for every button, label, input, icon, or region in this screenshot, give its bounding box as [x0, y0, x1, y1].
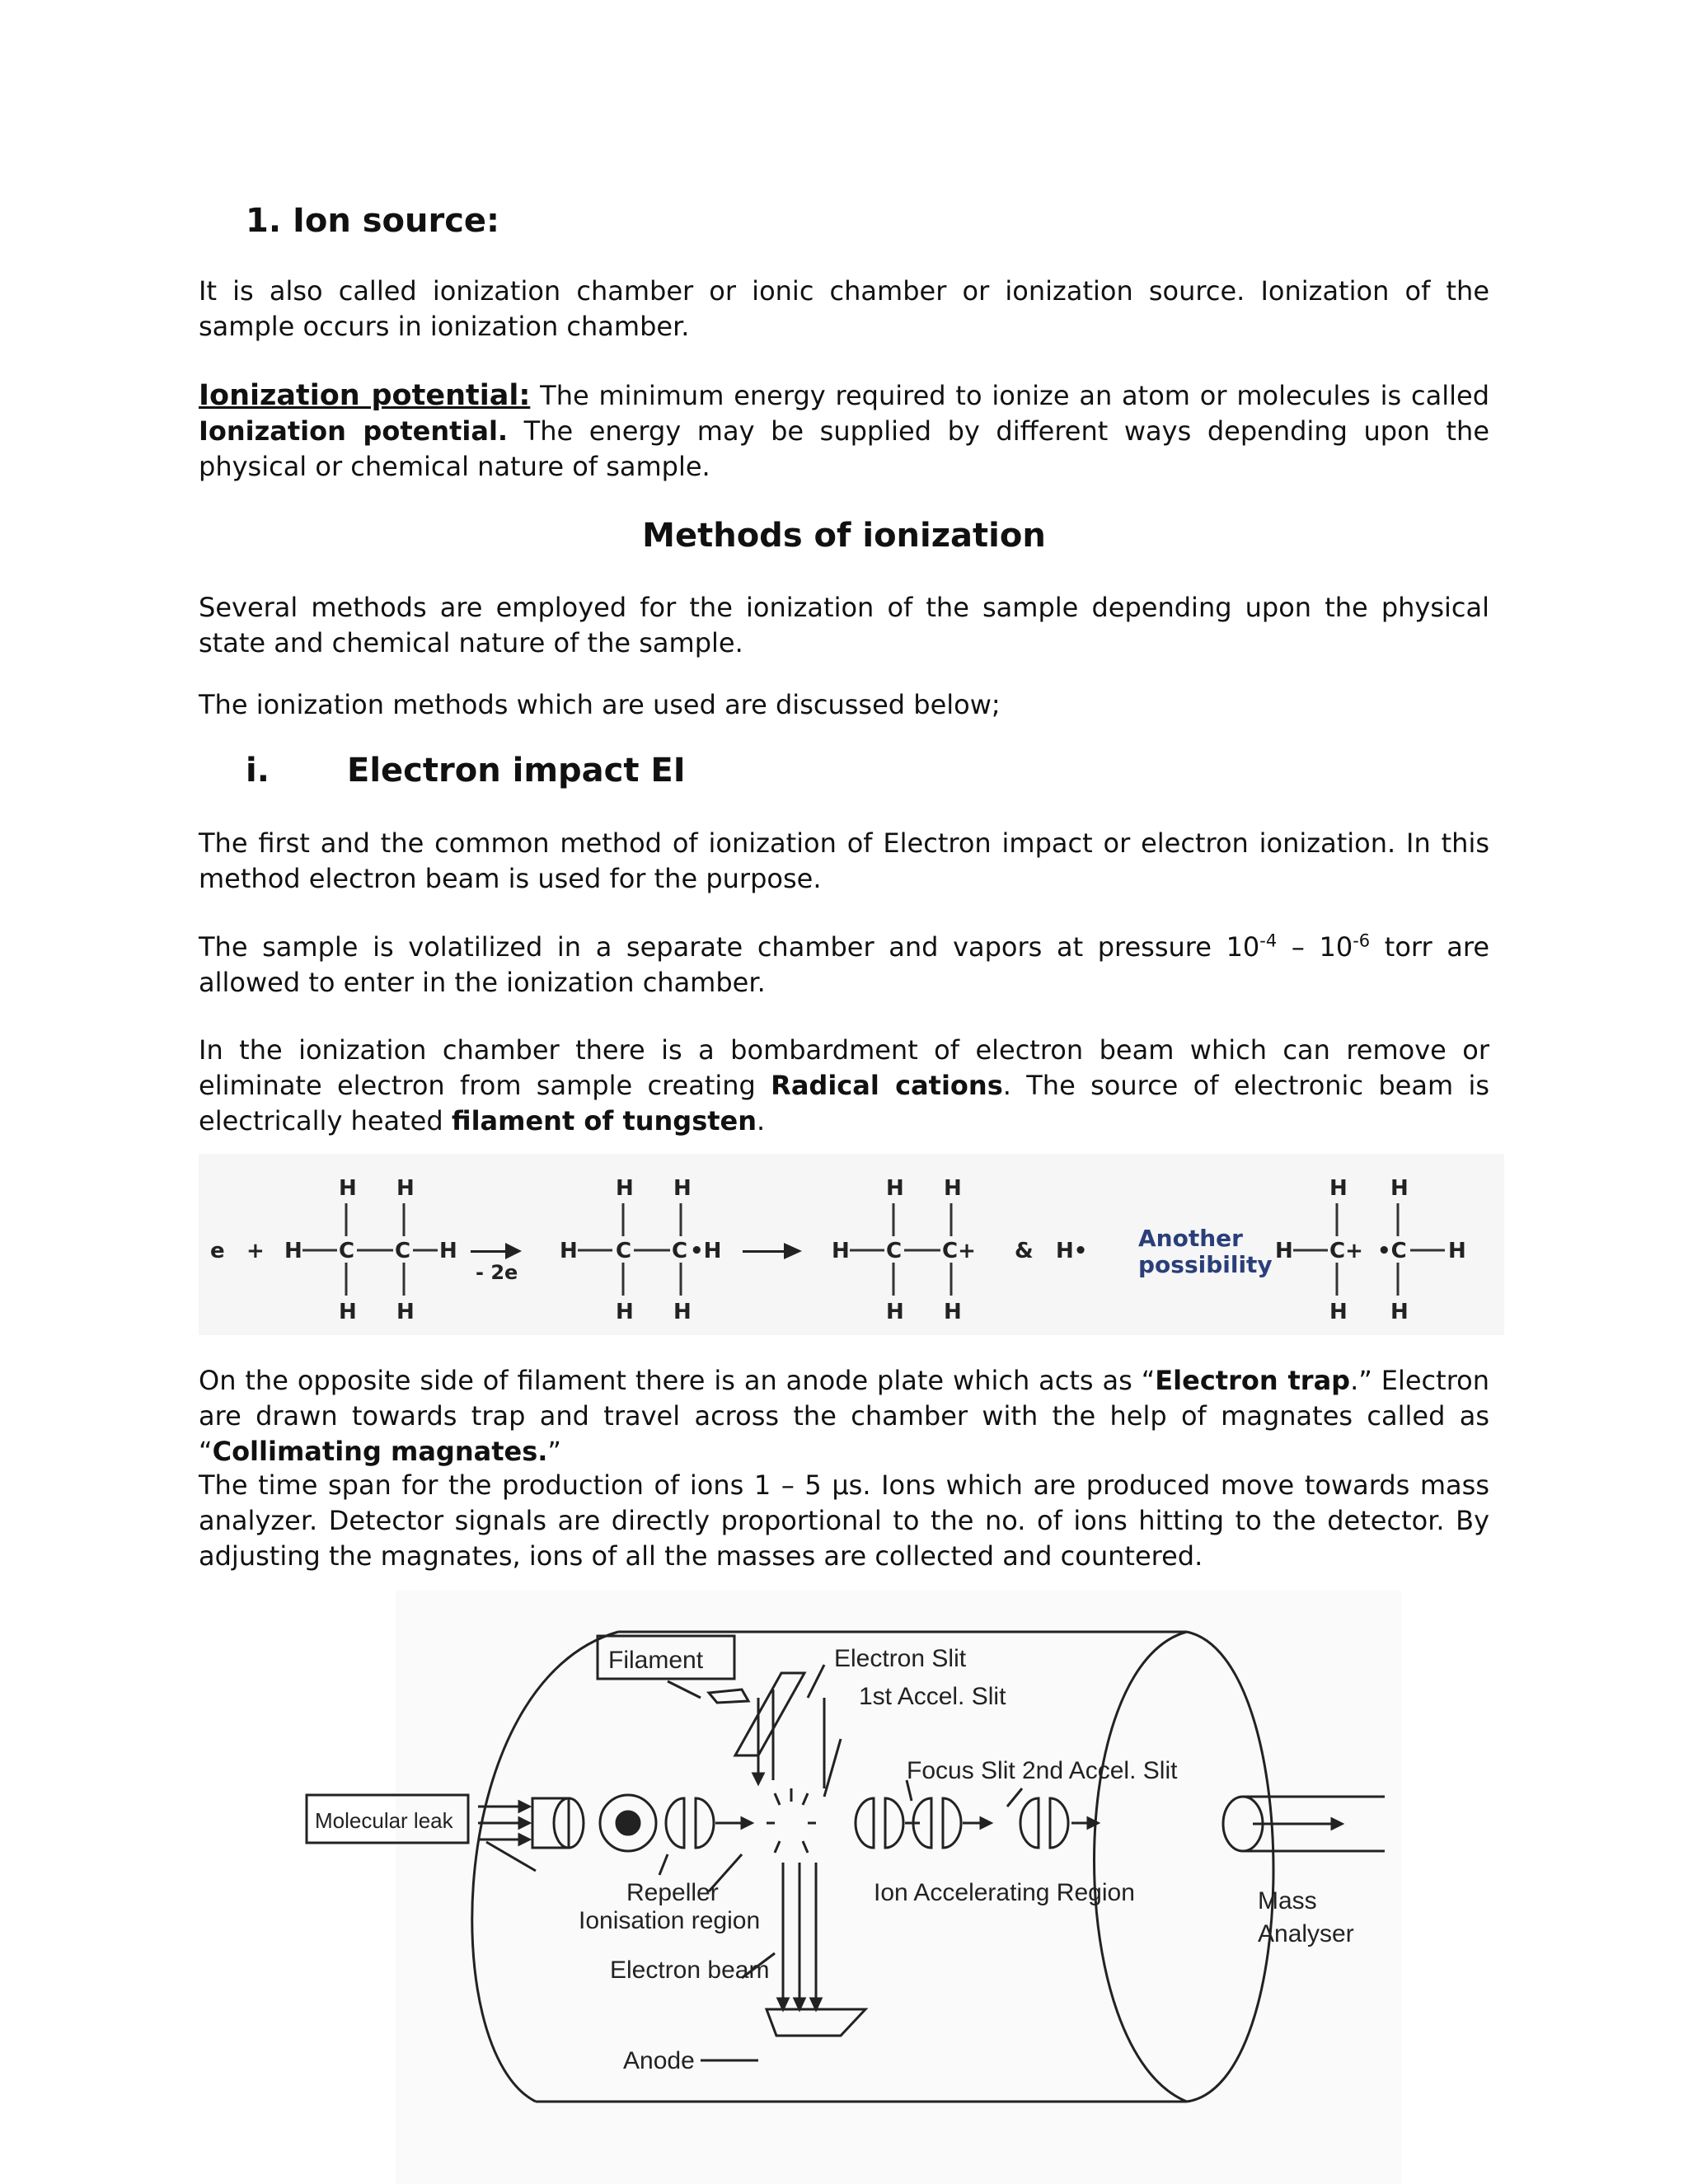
r2-c1: C — [616, 1239, 632, 1263]
label-molecular-leak: Molecular leak — [315, 1808, 453, 1833]
trap-bold-collimating: Collimating magnates. — [212, 1436, 548, 1467]
label-repeller: Repeller — [626, 1879, 719, 1906]
paragraph-electron-trap — [199, 1363, 1489, 1469]
r2-h-bot2: H — [673, 1300, 692, 1324]
paragraph-methods: Several methods are employed for the ionization of the sample depending upon the physical state and chemical nature of the sample. — [199, 592, 1489, 658]
r4-c-radical: •C — [1377, 1239, 1407, 1263]
r2-h-top2: H — [673, 1176, 692, 1201]
trap-bold-electron-trap: Electron trap — [1155, 1365, 1351, 1396]
ampersand: & — [1015, 1239, 1034, 1263]
another-label: Another — [1138, 1225, 1243, 1252]
repeller-center — [617, 1811, 640, 1835]
ei3-a: In the ionization chamber there is a bombardment of electron beam which can remove or eliminate electron from sample creating — [199, 1034, 1489, 1101]
ei2-a: The sample is volatilized in a separate chamber and vapors at pressure 10 — [199, 931, 1260, 963]
label-ionisation-region: Ionisation region — [579, 1907, 761, 1934]
r2-h-left: H — [560, 1239, 578, 1263]
paragraph-ei-1: The first and the common method of ionization of Electron impact or electron ionization. In this method electron beam is used for the purpose. — [199, 827, 1489, 894]
r3-h-top1: H — [886, 1176, 904, 1201]
ion-source-diagram — [297, 1591, 1401, 2184]
paragraph-ei-2 — [199, 930, 1489, 1001]
r3-c-plus: C+ — [942, 1239, 976, 1263]
label-focus-slit: Focus Slit — [907, 1757, 1015, 1784]
ei2-b: – 10 — [1277, 931, 1353, 963]
label-2nd-accel-slit: 2nd Accel. Slit — [1022, 1757, 1178, 1784]
paragraph-discussed: The ionization methods which are used are discussed below; — [199, 689, 1001, 720]
term-ionization-potential: Ionization potential: — [199, 379, 531, 412]
r1-h-left: H — [284, 1239, 302, 1263]
minus-2e-label: - 2e — [476, 1261, 518, 1284]
label-analyser: Analyser — [1258, 1920, 1354, 1947]
r1-h-top1: H — [339, 1176, 357, 1201]
paragraph-ei-3 — [199, 1033, 1489, 1139]
r1-h-right: H — [439, 1239, 457, 1263]
r4-c-plus: C+ — [1329, 1239, 1363, 1263]
ip-text-1: The minimum energy required to ionize an atom or molecules is called — [530, 380, 1489, 411]
label-anode: Anode — [623, 2047, 695, 2074]
label-filament: Filament — [608, 1647, 704, 1674]
reaction-scheme — [199, 1154, 1504, 1335]
r2-h-top1: H — [616, 1176, 634, 1201]
label-electron-beam: Electron beam — [610, 1957, 770, 1984]
r1-h-bot1: H — [339, 1300, 357, 1324]
trap-c: .” Electron are drawn towards trap and travel across the chamber with the help of magnates called as “ — [199, 1365, 1490, 1467]
possibility-label: possibility — [1138, 1251, 1273, 1278]
r4-h-left: H — [1275, 1239, 1293, 1263]
h-radical: H• — [1056, 1239, 1088, 1263]
r1-c1: C — [339, 1239, 355, 1263]
r3-h-bot1: H — [886, 1300, 904, 1324]
trap-a: On the opposite side of filament there is an anode plate which acts as “ — [199, 1365, 1156, 1396]
ip-text-2: The energy may be supplied by different ways depending upon the physical or chemical nature of sample. — [199, 415, 1490, 482]
r3-c1: C — [886, 1239, 903, 1263]
label-electron-slit: Electron Slit — [834, 1645, 967, 1672]
ei3-bold-radical: Radical cations — [771, 1070, 1003, 1101]
r3-h-left: H — [832, 1239, 850, 1263]
ei-numeral: i. — [246, 752, 270, 790]
paragraph-intro: It is also called ionization chamber or ionic chamber or ionization source. Ionization of the sample occurs in ionization chamber. — [199, 275, 1489, 342]
ei3-c: . The source of electronic beam is electrically heated — [199, 1070, 1490, 1137]
ip-bold: Ionization potential. — [199, 415, 509, 447]
r4-h-top2: H — [1390, 1176, 1409, 1201]
ei3-bold-filament: filament of tungsten — [451, 1105, 757, 1137]
r4-h-bot2: H — [1390, 1300, 1409, 1324]
trap-d: ” — [547, 1436, 561, 1467]
reaction-plus: + — [246, 1239, 265, 1263]
r4-h-bot1: H — [1329, 1300, 1348, 1324]
label-ion-accelerating-region: Ion Accelerating Region — [874, 1879, 1135, 1906]
reaction-electron: e — [210, 1239, 225, 1263]
heading-methods-of-ionization: Methods of ionization — [642, 517, 1046, 555]
r1-h-top2: H — [396, 1176, 415, 1201]
r3-h-top2: H — [944, 1176, 962, 1201]
r2-dot-h: •H — [690, 1239, 722, 1263]
paragraph-ionization-potential — [199, 378, 1489, 485]
r1-h-bot2: H — [396, 1300, 415, 1324]
r1-c2: C — [395, 1239, 411, 1263]
section-heading-ion-source: 1. Ion source: — [246, 202, 500, 240]
ei2-exp1: -4 — [1259, 930, 1278, 951]
heading-electron-impact: Electron impact EI — [347, 752, 686, 790]
ei2-c: torr are allowed to enter in the ionization chamber. — [199, 931, 1490, 998]
r2-c2: C — [672, 1239, 688, 1263]
ei2-exp2: -6 — [1353, 930, 1371, 951]
r3-h-bot2: H — [944, 1300, 962, 1324]
ei3-d: . — [757, 1105, 766, 1137]
label-1st-accel-slit: 1st Accel. Slit — [859, 1683, 1006, 1710]
r2-h-bot1: H — [616, 1300, 634, 1324]
label-mass: Mass — [1258, 1887, 1317, 1915]
r4-h-right: H — [1448, 1239, 1466, 1263]
r4-h-top1: H — [1329, 1176, 1348, 1201]
paragraph-time-span: The time span for the production of ions 1 – 5 µs. Ions which are produced move towards mass analyzer. Detector signals are directly proportional to the no. of ions hitting to the detector. By adjusting the magnates, ions of all the masses are collected and countered. — [199, 1469, 1489, 1572]
